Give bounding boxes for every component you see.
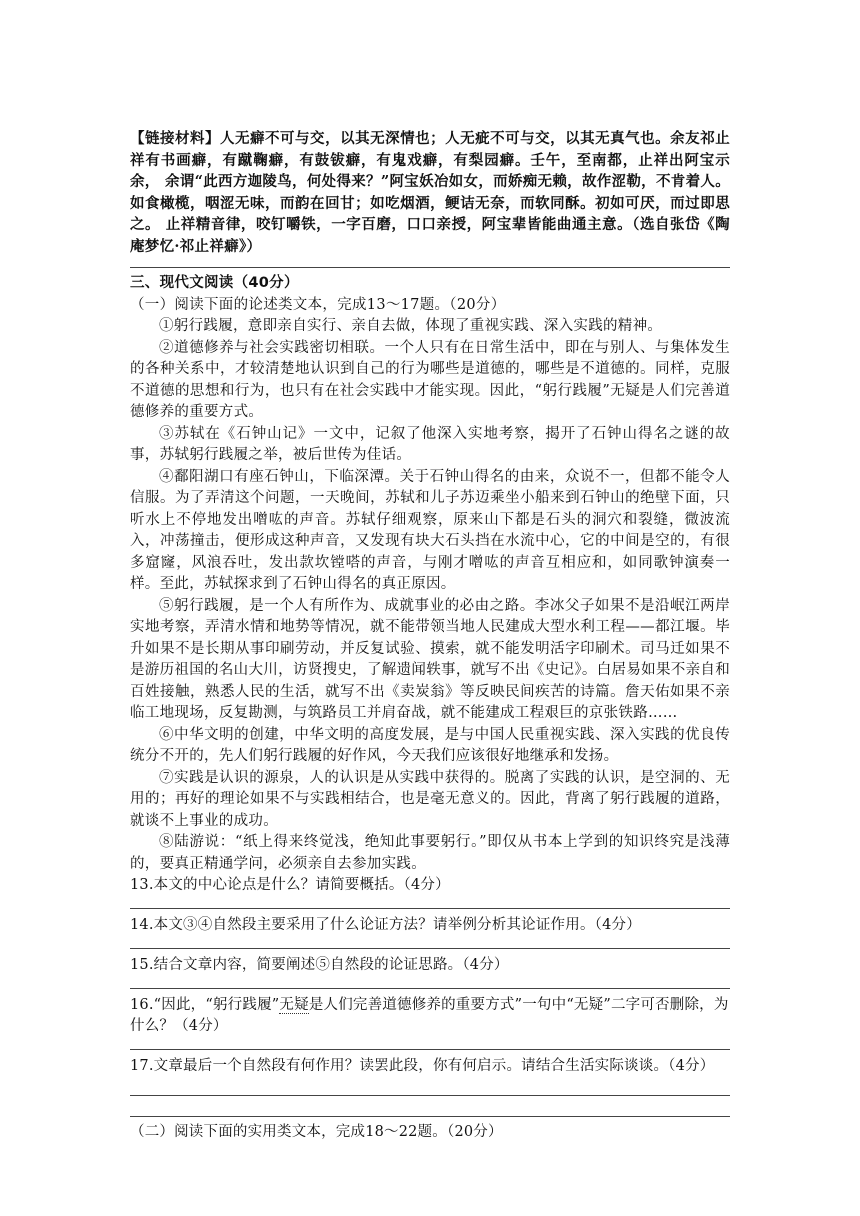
- exam-page: [130, 128, 730, 1143]
- question-17: 17.文章最后一个自然段有何作用？读罢此段，你有何启示。请结合生活实际谈谈。（4分）: [130, 1058, 715, 1074]
- divider: [130, 267, 730, 268]
- paragraph-8: ⑧陆游说：“纸上得来终觉浅，绝知此事要躬行。”即仅从书本上学到的知识终究是浅薄的，要真正精通学问，必须亲自去参加实践。: [130, 834, 730, 872]
- paragraph-7: ⑦实践是认识的源泉，人的认识是从实践中获得的。脱离了实践的认识，是空洞的、无用的；再好的理论如果不与实践相结合，也是毫无意义的。因此，背离了躬行践履的道路，就谈不上事业的成功。: [130, 769, 730, 829]
- answer-line: [130, 908, 730, 909]
- question-16: [130, 995, 730, 1037]
- answer-line: [130, 1049, 730, 1050]
- question-16-post: 是人们完善道德修养的重要方式”一句中“无疑”二字可否删除，为什么？（4分）: [130, 997, 729, 1034]
- answer-line: [130, 948, 730, 949]
- answer-line: [130, 1116, 730, 1117]
- question-13: 13.本文的中心论点是什么？请简要概括。（4分）: [130, 877, 450, 893]
- emphasized-word: 无疑: [279, 997, 309, 1013]
- part1-intro: （一）阅读下面的论述类文本，完成13～17题。（20分）: [130, 296, 506, 313]
- link-material: 【链接材料】人无癖不可与交，以其无深情也；人无疵不可与交，以其无真气也。余友祁止祥有书画癖，有蹴鞠癖，有鼓钹癖，有鬼戏癖，有梨园癖。壬午，至南都，止祥出阿宝示余， 余谓“此西方迦陵鸟，何处得来？”阿宝妖冶如女，而娇痴无赖，故作涩勒，不肯着人。如食橄榄，咽涩无味，而韵在回甘；如吃烟酒，鲠诘无奈，而软同酥。初如可厌，而过即思之。 止祥精音律，咬钉嚼铁，一字百磨，口口亲授，阿宝辈皆能曲通主意。（选自张岱《陶庵梦忆·祁止祥癖》）: [130, 130, 730, 255]
- paragraph-4: ④鄱阳湖口有座石钟山，下临深潭。关于石钟山得名的由来，众说不一，但都不能令人信服。为了弄清这个问题，一天晚间，苏轼和儿子苏迈乘坐小船来到石钟山的绝壁下面，只听水上不停地发出噌吰的声音。苏轼仔细观察，原来山下都是石头的洞穴和裂缝，微波流入，冲荡撞击，便形成这种声音，又发现有块大石头挡在水流中心，它的中间是空的，有很多窟窿，风浪吞吐，发出款坎镗嗒的声音，与刚才噌吰的声音互相应和，如同歌钟演奏一样。至此，苏轼探求到了石钟山得名的真正原因。: [130, 468, 730, 592]
- answer-line: [130, 1095, 730, 1096]
- section-title: 三、现代文阅读（40分）: [130, 275, 299, 291]
- paragraph-1: ①躬行践履，意即亲自实行、亲自去做，体现了重视实践、深入实践的精神。: [159, 318, 663, 334]
- answer-line: [130, 988, 730, 989]
- question-15: 15.结合文章内容，简要阐述⑤自然段的论证思路。（4分）: [130, 957, 509, 973]
- paragraph-3: ③苏轼在《石钟山记》一文中，记叙了他深入实地考察，揭开了石钟山得名之谜的故事，苏轼躬行践履之举，被后世传为佳话。: [130, 425, 730, 463]
- paragraph-2: ②道德修养与社会实践密切相联。一个人只有在日常生活中，即在与别人、与集体发生的各种关系中，才较清楚地认识到自己的行为哪些是道德的，哪些是不道德的。同样，克服不道德的思想和行为，也只有在社会实践中才能实现。因此，“躬行践履”无疑是人们完善道德修养的重要方式。: [130, 339, 730, 420]
- question-14: 14.本文③④自然段主要采用了什么论证方法？请举例分析其论证作用。（4分）: [130, 917, 641, 933]
- paragraph-5: ⑤躬行践履，是一个人有所作为、成就事业的必由之路。李冰父子如果不是沿岷江两岸实地考察，弄清水情和地势等情况，就不能带领当地人民建成大型水利工程——都江堰。毕升如果不是长期从事印刷劳动，并反复试验、摸索，就不能发明活字印刷术。司马迁如果不是游历祖国的名山大川，访贤搜史，了解遗闻轶事，就写不出《史记》。白居易如果不亲自和百姓接触，熟悉人民的生活，就写不出《卖炭翁》等反映民间疾苦的诗篇。詹天佑如果不亲临工地现场，反复勘测，与筑路员工并肩奋战，就不能建成工程艰巨的京张铁路……: [130, 597, 730, 721]
- question-16-pre: 16.“因此，“躬行践履”: [130, 997, 280, 1013]
- part2-intro: （二）阅读下面的实用类文本，完成18～22题。（20分）: [130, 1124, 503, 1140]
- paragraph-6: ⑥中华文明的创建，中华文明的高度发展，是与中国人民重视实践、深入实践的优良传统分不开的，先人们躬行践履的好作风，今天我们应该很好地继承和发扬。: [130, 726, 730, 764]
